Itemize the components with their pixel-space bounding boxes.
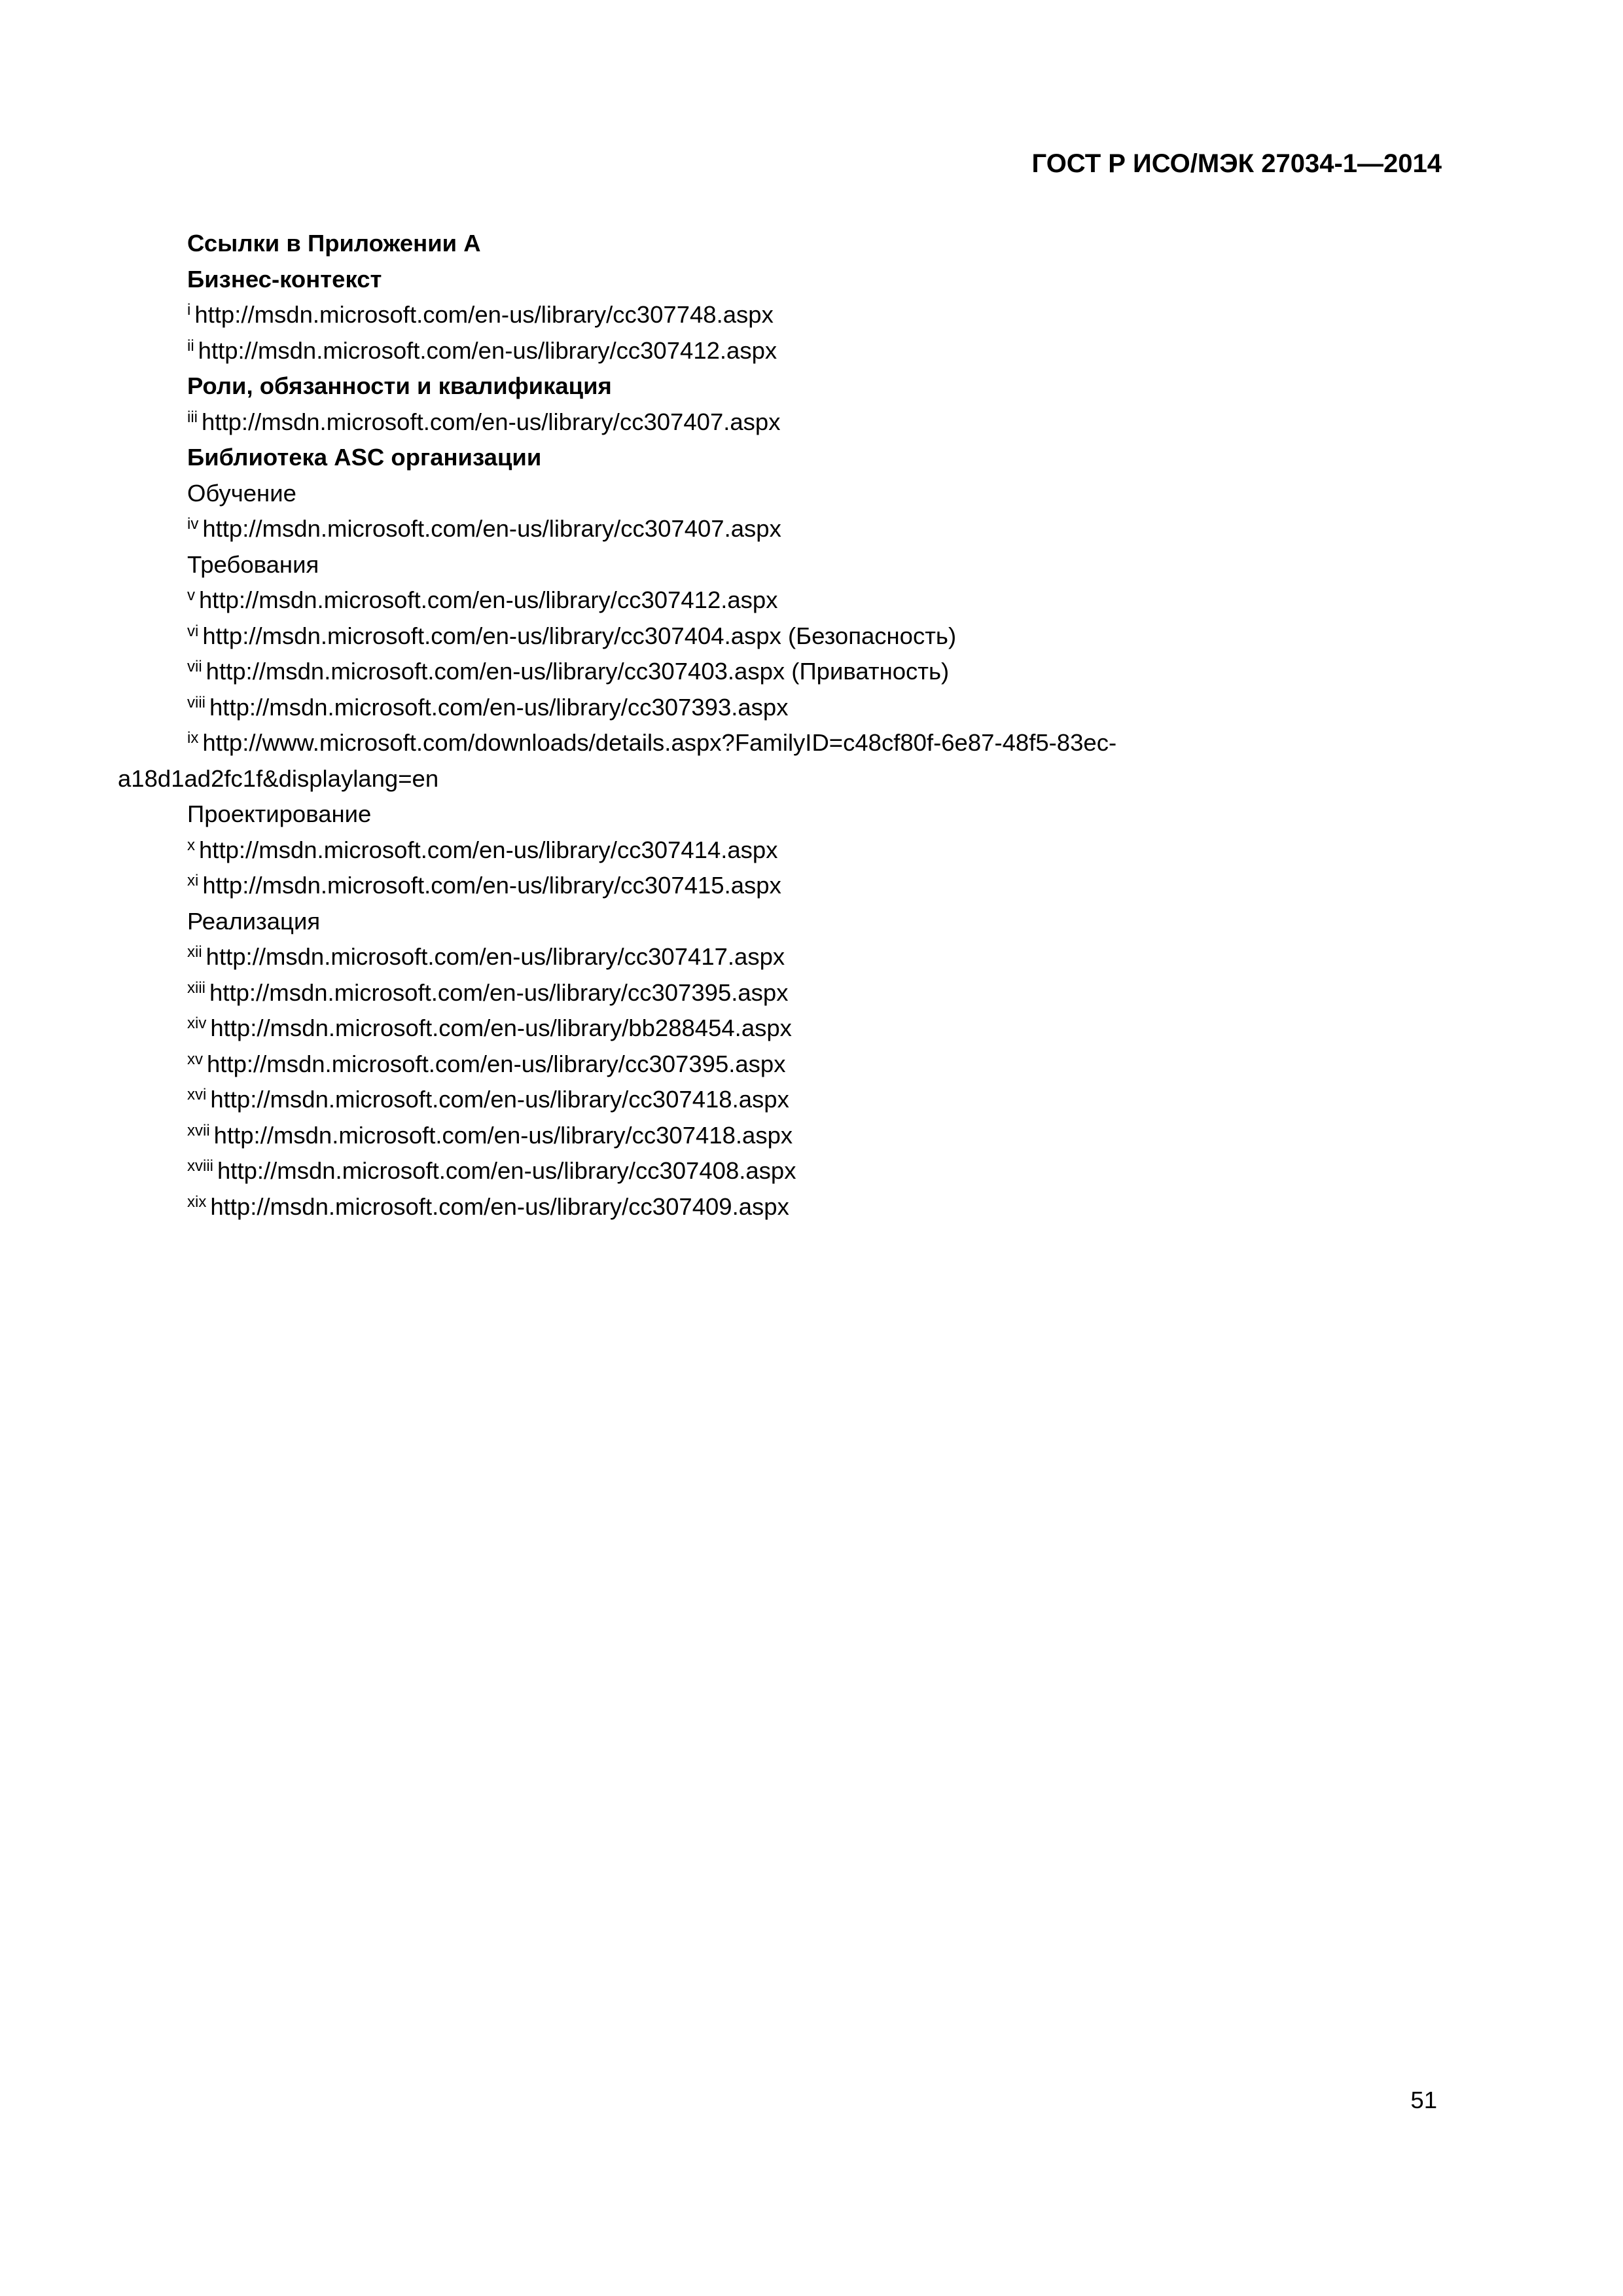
reference-item: [118, 654, 1492, 690]
section-heading: [118, 262, 1492, 298]
reference-mark: ix: [187, 729, 199, 747]
reference-mark: xv: [187, 1050, 203, 1068]
reference-mark: xvii: [187, 1121, 210, 1139]
subsection-heading: [118, 476, 1492, 512]
document-header: ГОСТ Р ИСО/МЭК 27034-1—2014: [1031, 149, 1442, 178]
reference-link[interactable]: http://msdn.microsoft.com/en-us/library/cc307417.aspx: [205, 943, 785, 970]
reference-link[interactable]: http://msdn.microsoft.com/en-us/library/cc307407.aspx: [202, 515, 781, 542]
reference-item: [118, 1047, 1492, 1083]
reference-mark: xiii: [187, 978, 205, 997]
reference-item: [118, 1082, 1492, 1118]
reference-link[interactable]: a18d1ad2fc1f&displaylang=en: [118, 764, 439, 792]
reference-mark: xiv: [187, 1014, 207, 1032]
section-heading: [118, 226, 1492, 262]
section-heading: [118, 368, 1492, 404]
reference-item: [118, 690, 1492, 726]
reference-mark: v: [187, 586, 195, 604]
reference-mark: xix: [187, 1193, 207, 1211]
reference-item: [118, 1118, 1492, 1154]
heading-text: Требования: [187, 550, 319, 578]
reference-link[interactable]: http://msdn.microsoft.com/en-us/library/cc307412.aspx: [198, 336, 777, 364]
reference-item: [118, 583, 1492, 619]
reference-link[interactable]: http://msdn.microsoft.com/en-us/library/cc307393.aspx: [209, 693, 789, 721]
reference-mark: viii: [187, 693, 205, 711]
reference-item: [118, 1189, 1492, 1225]
reference-item: [118, 1011, 1492, 1047]
reference-continuation: [118, 761, 1492, 797]
heading-text: Библиотека ASC организации: [187, 444, 542, 471]
reference-mark: iv: [187, 515, 199, 533]
heading-text: Роли, обязанности и квалификация: [187, 372, 612, 399]
reference-mark: i: [187, 301, 191, 319]
reference-link[interactable]: http://msdn.microsoft.com/en-us/library/cc307414.aspx: [199, 836, 778, 863]
reference-mark: xvi: [187, 1086, 207, 1103]
subsection-heading: [118, 904, 1492, 940]
section-heading: [118, 440, 1492, 476]
reference-mark: ii: [187, 336, 194, 355]
heading-text: Проектирование: [187, 800, 372, 827]
reference-mark: xii: [187, 943, 202, 961]
reference-item: [118, 975, 1492, 1011]
reference-mark: iii: [187, 408, 198, 426]
reference-link[interactable]: http://msdn.microsoft.com/en-us/library/cc307408.aspx: [217, 1157, 796, 1184]
reference-link[interactable]: http://msdn.microsoft.com/en-us/library/cc307418.aspx: [210, 1086, 789, 1113]
reference-link[interactable]: http://msdn.microsoft.com/en-us/library/cc307415.aspx: [202, 872, 781, 899]
heading-text: Реализация: [187, 907, 321, 935]
reference-mark: x: [187, 836, 195, 854]
reference-item: [118, 511, 1492, 547]
reference-item: [118, 404, 1492, 440]
reference-link[interactable]: http://msdn.microsoft.com/en-us/library/cc307418.aspx: [213, 1121, 793, 1149]
reference-link[interactable]: http://www.microsoft.com/downloads/details.aspx?FamilyID=c48cf80f-6e87-48f5-83ec-: [202, 729, 1117, 756]
reference-mark: xviii: [187, 1157, 213, 1175]
reference-item: [118, 297, 1492, 333]
heading-text: Ссылки в Приложении А: [187, 230, 481, 257]
reference-item: [118, 333, 1492, 369]
reference-mark: xi: [187, 872, 199, 889]
reference-link[interactable]: http://msdn.microsoft.com/en-us/library/cc307395.aspx: [207, 1050, 786, 1077]
reference-item: [118, 833, 1492, 869]
reference-item: [118, 619, 1492, 655]
reference-item: [118, 939, 1492, 975]
subsection-heading: [118, 797, 1492, 833]
reference-link[interactable]: http://msdn.microsoft.com/en-us/library/cc307404.aspx (Безопасность): [202, 622, 957, 649]
heading-text: Обучение: [187, 479, 296, 507]
reference-link[interactable]: http://msdn.microsoft.com/en-us/library/bb288454.aspx: [210, 1014, 792, 1041]
page-number: 51: [1410, 2087, 1437, 2113]
heading-text: Бизнес-контекст: [187, 265, 382, 293]
reference-link[interactable]: http://msdn.microsoft.com/en-us/library/cc307409.aspx: [210, 1193, 789, 1220]
reference-link[interactable]: http://msdn.microsoft.com/en-us/library/cc307412.aspx: [199, 586, 778, 613]
reference-link[interactable]: http://msdn.microsoft.com/en-us/library/cc307403.aspx (Приватность): [205, 658, 950, 685]
subsection-heading: [118, 547, 1492, 583]
references-list: [118, 226, 1492, 1225]
reference-item: [118, 868, 1492, 904]
reference-item: [118, 1153, 1492, 1189]
reference-link[interactable]: http://msdn.microsoft.com/en-us/library/cc307407.aspx: [202, 408, 781, 435]
reference-item: [118, 725, 1492, 761]
reference-mark: vi: [187, 622, 199, 640]
reference-link[interactable]: http://msdn.microsoft.com/en-us/library/cc307748.aspx: [194, 301, 774, 328]
reference-mark: vii: [187, 658, 202, 675]
reference-link[interactable]: http://msdn.microsoft.com/en-us/library/cc307395.aspx: [209, 978, 789, 1006]
